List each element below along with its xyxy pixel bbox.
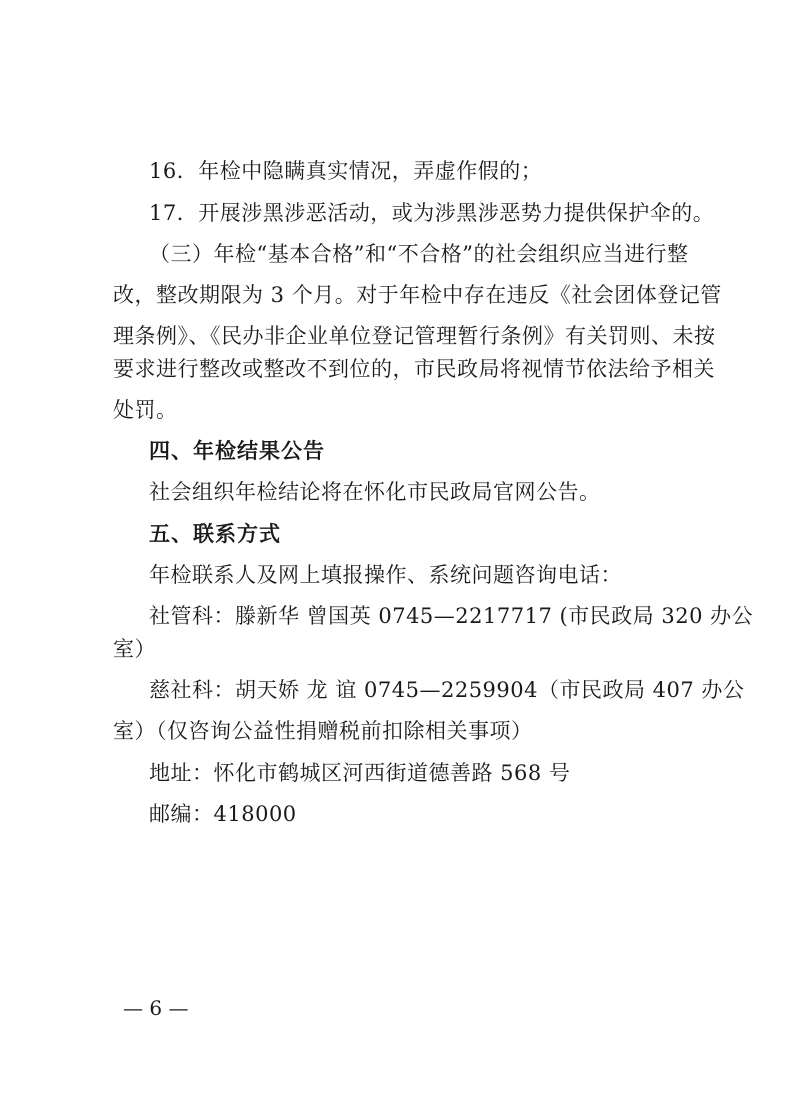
section-heading-contact: 五、联系方式	[149, 522, 281, 546]
item-17: 17．开展涉黑涉恶活动，或为涉黑涉恶势力提供保护伞的。	[149, 201, 715, 225]
contact-social-management: 社管科：滕新华 曾国英 0745—2217717 (市民政局 320 办公	[149, 604, 754, 628]
results-announcement-text: 社会组织年检结论将在怀化市民政局官网公告。	[149, 480, 601, 504]
contact-charity: 慈社科：胡天娇 龙 谊 0745—2259904（市民政局 407 办公	[149, 678, 745, 702]
paragraph-rectification-line-3: 理条例》、《民办非企业单位登记管理暂行条例》有关罚则、未按	[113, 324, 716, 348]
address: 地址：怀化市鹤城区河西街道德善路 568 号	[149, 761, 571, 785]
postal-code: 邮编：418000	[149, 802, 297, 826]
paragraph-rectification-line-1: （三）年检“基本合格”和“不合格”的社会组织应当进行整	[149, 242, 689, 266]
contact-social-management-cont: 室）	[113, 637, 156, 661]
contact-charity-cont: 室）（仅咨询公益性捐赠税前扣除相关事项）	[113, 719, 533, 743]
contact-intro: 年检联系人及网上填报操作、系统问题咨询电话：	[149, 563, 622, 587]
paragraph-rectification-line-4: 要求进行整改或整改不到位的，市民政局将视情节依法给予相关	[113, 357, 715, 381]
paragraph-rectification-line-2: 改，整改期限为 3 个月。对于年检中存在违反《社会团体登记管	[113, 283, 722, 307]
page-number: — 6 —	[123, 996, 189, 1020]
section-heading-results-announcement: 四、年检结果公告	[149, 439, 325, 463]
paragraph-rectification-line-5: 处罚。	[113, 398, 178, 422]
item-16: 16．年检中隐瞒真实情况，弄虚作假的；	[149, 159, 543, 183]
